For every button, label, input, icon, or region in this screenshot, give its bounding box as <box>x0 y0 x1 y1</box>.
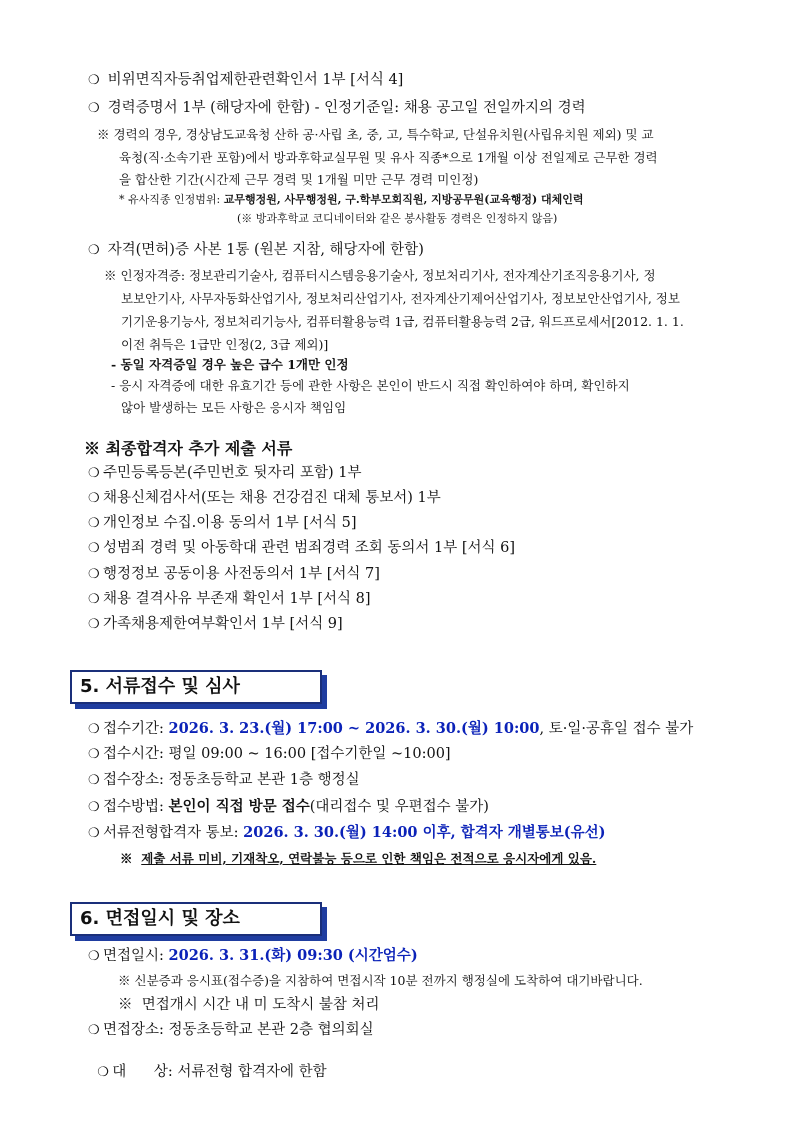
interview-place: ❍ 면접장소: 정동초등학교 본관 2층 협의회실 <box>88 1022 374 1038</box>
receipt-period: ❍ 접수기간: 2026. 3. 23.(월) 17:00 ~ 2026. 3. 30.(월) 10:00, 토·일·공휴일 접수 불가 <box>88 720 694 737</box>
circle-bullet-icon: ❍ <box>88 617 100 632</box>
ref-mark-icon: ※ <box>104 268 117 283</box>
doc-item-license: ❍ 자격(면허)증 사본 1통 (원본 지참, 해당자에 한함) <box>88 242 424 258</box>
interview-target: ❍ 대 상: 서류전형 합격자에 한함 <box>97 1064 327 1081</box>
circle-bullet-icon: ❍ <box>88 491 100 506</box>
circle-bullet-icon: ❍ <box>88 73 100 88</box>
license-dash-note: - 동일 자격증일 경우 높은 급수 1개만 인정 <box>111 357 349 372</box>
circle-bullet-icon: ❍ <box>88 1023 100 1038</box>
final-doc-item: ❍ 가족채용제한여부확인서 1부 [서식 9] <box>88 616 343 632</box>
career-note-line: 육청(직·소속기관 포함)에서 방과후학교실무원 및 유사 직종*으로 1개월 이상 전일제로 근무한 경력 <box>119 150 658 165</box>
circle-bullet-icon: ❍ <box>88 949 100 964</box>
circle-bullet-icon: ❍ <box>88 516 100 531</box>
final-doc-item: ❍ 채용 결격사유 부존재 확인서 1부 [서식 8] <box>88 591 371 607</box>
license-line: 보보안기사, 사무자동화산업기사, 정보처리산업기사, 전자계산기제어산업기사, 정보보안산업기사, 정보 <box>121 291 680 306</box>
interview-date: ❍ 면접일시: 2026. 3. 31.(화) 09:30 (시간엄수) <box>88 947 418 964</box>
license-line: 이전 취득은 1급만 인정(2, 3급 제외)] <box>121 337 329 352</box>
circle-bullet-icon: ❍ <box>88 101 100 116</box>
circle-bullet-icon: ❍ <box>88 541 100 556</box>
section-6-heading: 6. 면접일시 및 장소 <box>70 902 322 936</box>
circle-bullet-icon: ❍ <box>88 567 100 582</box>
similar-jobs-note: * 유사직종 인정범위: 교무행정원, 사무행정원, 구.학부모회직원, 지방공무원(교육행정) 대체인력 <box>119 193 584 206</box>
screening-notice: ❍ 서류전형합격자 통보: 2026. 3. 30.(월) 14:00 이후, 합격자 개별통보(유선) <box>88 824 606 841</box>
section-5-heading: 5. 서류접수 및 심사 <box>70 670 322 704</box>
circle-bullet-icon: ❍ <box>88 826 100 841</box>
responsibility-warning: ※ 제출 서류 미비, 기재착오, 연락불능 등으로 인한 책임은 전적으로 응시자에게 있음. <box>120 851 597 866</box>
interview-note: ※ 면접개시 시간 내 미 도착시 불참 처리 <box>118 997 380 1013</box>
final-docs-title: ※ 최종합격자 추가 제출 서류 <box>84 439 293 458</box>
volunteer-note: (※ 방과후학교 코디네이터와 같은 봉사활동 경력은 인정하지 않음) <box>237 212 558 225</box>
interview-note: ※ 신분증과 응시표(접수증)을 지참하여 면접시작 10분 전까지 행정실에 도착하여 대기바랍니다. <box>118 973 643 988</box>
circle-bullet-icon: ❍ <box>88 747 100 762</box>
final-doc-item: ❍ 채용신체검사서(또는 채용 건강검진 대체 통보서) 1부 <box>88 490 441 506</box>
receipt-place: ❍ 접수장소: 정동초등학교 본관 1층 행정실 <box>88 772 360 788</box>
doc-item-4: ❍ 비위면직자등취업제한관련확인서 1부 [서식 4] <box>88 72 404 88</box>
license-dash-note: - 응시 자격증에 대한 유효기간 등에 관한 사항은 본인이 반드시 직접 확인하여야 하며, 확인하지 <box>111 378 630 393</box>
receipt-method: ❍ 접수방법: 본인이 직접 방문 접수(대리접수 및 우편접수 불가) <box>88 798 489 815</box>
final-doc-item: ❍ 주민등록등본(주민번호 뒷자리 포함) 1부 <box>88 465 362 481</box>
circle-bullet-icon: ❍ <box>88 243 100 258</box>
circle-bullet-icon: ❍ <box>88 800 100 815</box>
circle-bullet-icon: ❍ <box>88 466 100 481</box>
final-doc-item: ❍ 성범죄 경력 및 아동학대 관련 범죄경력 조회 동의서 1부 [서식 6] <box>88 540 516 556</box>
ref-mark-icon: ※ <box>118 997 133 1013</box>
final-doc-item: ❍ 행정정보 공동이용 사전동의서 1부 [서식 7] <box>88 566 380 582</box>
career-note-line: 을 합산한 기간(시간제 근무 경력 및 1개월 미만 근무 경력 미인정) <box>119 172 479 187</box>
final-doc-item: ❍ 개인정보 수집.이용 동의서 1부 [서식 5] <box>88 515 357 531</box>
circle-bullet-icon: ❍ <box>88 592 100 607</box>
ref-mark-icon: ※ <box>97 127 110 142</box>
license-line: ※ 인정자격증: 정보관리기술사, 컴퓨터시스템응용기술사, 정보처리기사, 전자계산기조직응용기사, 정 <box>104 268 656 283</box>
license-dash-note: 않아 발생하는 모든 사항은 응시자 책임임 <box>121 400 347 415</box>
doc-item-career: ❍ 경력증명서 1부 (해당자에 한함) - 인정기준일: 채용 공고일 전일까지의 경력 <box>88 100 586 116</box>
career-note-line: ※ 경력의 경우, 경상남도교육청 산하 공·사립 초, 중, 고, 특수학교, 단설유치원(사립유치원 제외) 및 교 <box>97 127 654 142</box>
ref-mark-icon: ※ <box>84 439 101 458</box>
circle-bullet-icon: ❍ <box>88 773 100 788</box>
ref-mark-icon: ※ <box>118 973 131 988</box>
ref-mark-icon: ※ <box>120 851 133 866</box>
receipt-time: ❍ 접수시간: 평일 09:00 ~ 16:00 [접수기한일 ~10:00] <box>88 746 451 762</box>
circle-bullet-icon: ❍ <box>88 722 100 737</box>
circle-bullet-icon: ❍ <box>97 1065 109 1081</box>
license-line: 기기운용기능사, 정보처리기능사, 컴퓨터활용능력 1급, 컴퓨터활용능력 2급, 워드프로세서[2012. 1. 1. <box>121 314 684 329</box>
